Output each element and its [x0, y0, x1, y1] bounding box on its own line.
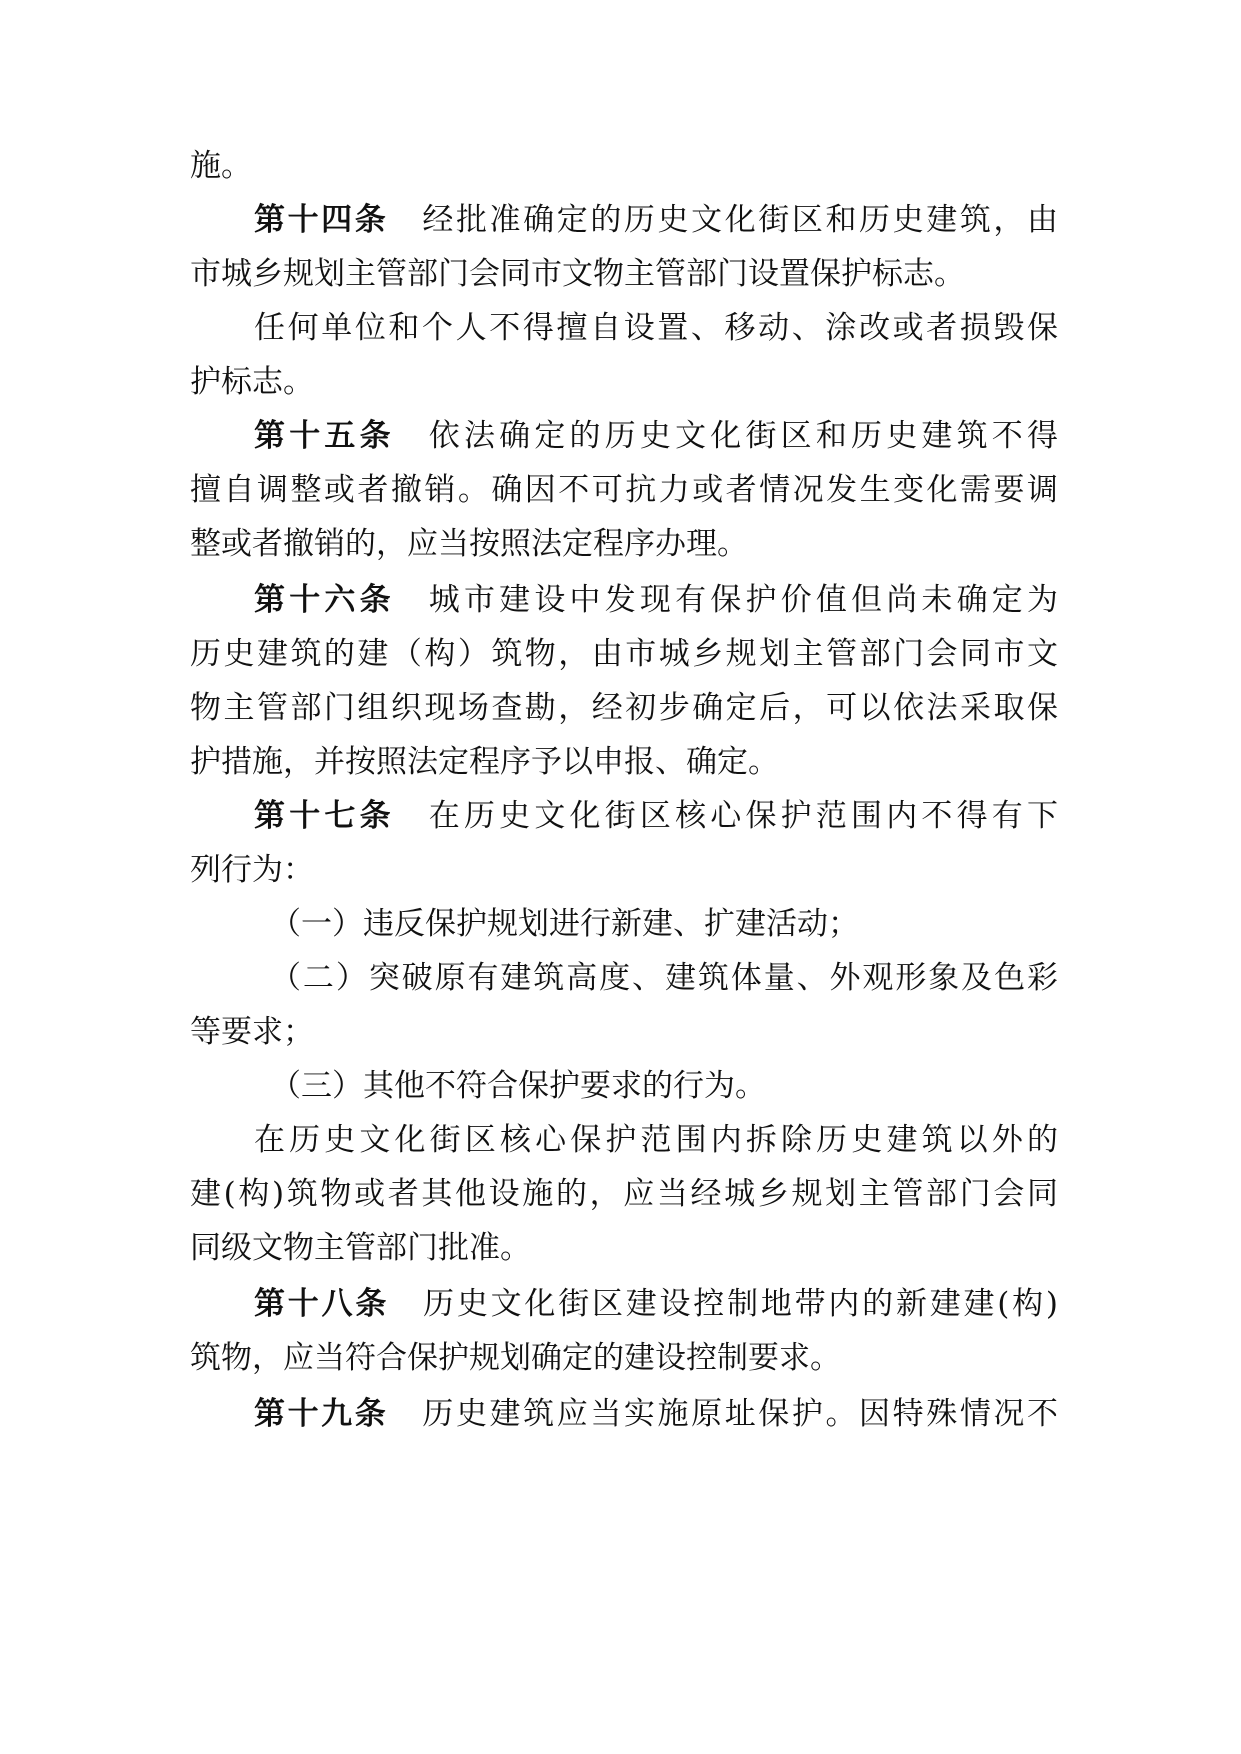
text-line: 施。 — [190, 148, 252, 184]
text-line: 物主管部门组织现场查勘，经初步确定后，可以依法采取保 — [190, 690, 1058, 726]
text-line: 同级文物主管部门批准。 — [190, 1230, 531, 1266]
list-item: （二）突破原有建筑高度、建筑体量、外观形象及色彩 — [270, 960, 1058, 996]
article-text: 经批准确定的历史文化街区和历史建筑，由 — [422, 202, 1058, 238]
article-18 — [254, 1282, 1058, 1326]
article-19 — [254, 1392, 1058, 1436]
text-line: 筑物，应当符合保护规划确定的建设控制要求。 — [190, 1340, 841, 1376]
article-text: 历史文化街区建设控制地带内的新建建(构) — [423, 1286, 1058, 1322]
text-line: 市城乡规划主管部门会同市文物主管部门设置保护标志。 — [190, 256, 965, 292]
article-heading: 第十五条 — [254, 418, 395, 454]
article-heading: 第十四条 — [254, 202, 389, 238]
text-line: 历史建筑的建（构）筑物，由市城乡规划主管部门会同市文 — [190, 636, 1058, 672]
list-item: （一）违反保护规划进行新建、扩建活动； — [270, 906, 859, 942]
article-15 — [254, 414, 1058, 458]
text-line: 任何单位和个人不得擅自设置、移动、涂改或者损毁保 — [254, 310, 1058, 346]
text-line: 在历史文化街区核心保护范围内拆除历史建筑以外的 — [254, 1122, 1058, 1158]
text-line: 擅自调整或者撤销。确因不可抗力或者情况发生变化需要调 — [190, 472, 1058, 508]
text-line: 护措施，并按照法定程序予以申报、确定。 — [190, 744, 779, 780]
text-line: 等要求； — [190, 1014, 314, 1050]
article-text: 历史建筑应当实施原址保护。因特殊情况不 — [422, 1396, 1058, 1432]
article-heading: 第十八条 — [254, 1286, 390, 1322]
text-line: 建(构)筑物或者其他设施的，应当经城乡规划主管部门会同 — [190, 1176, 1058, 1212]
article-text: 在历史文化街区核心保护范围内不得有下 — [428, 798, 1058, 834]
text-line: 列行为： — [190, 852, 314, 888]
article-16 — [254, 578, 1058, 622]
article-text: 依法确定的历史文化街区和历史建筑不得 — [428, 418, 1058, 454]
article-14 — [254, 198, 1058, 242]
article-heading: 第十七条 — [254, 798, 395, 834]
text-line: 整或者撤销的，应当按照法定程序办理。 — [190, 526, 748, 562]
text-line: 护标志。 — [190, 364, 314, 400]
article-heading: 第十六条 — [254, 582, 395, 618]
article-17 — [254, 794, 1058, 838]
article-text: 城市建设中发现有保护价值但尚未确定为 — [428, 582, 1058, 618]
article-heading: 第十九条 — [254, 1396, 389, 1432]
list-item: （三）其他不符合保护要求的行为。 — [270, 1068, 766, 1104]
